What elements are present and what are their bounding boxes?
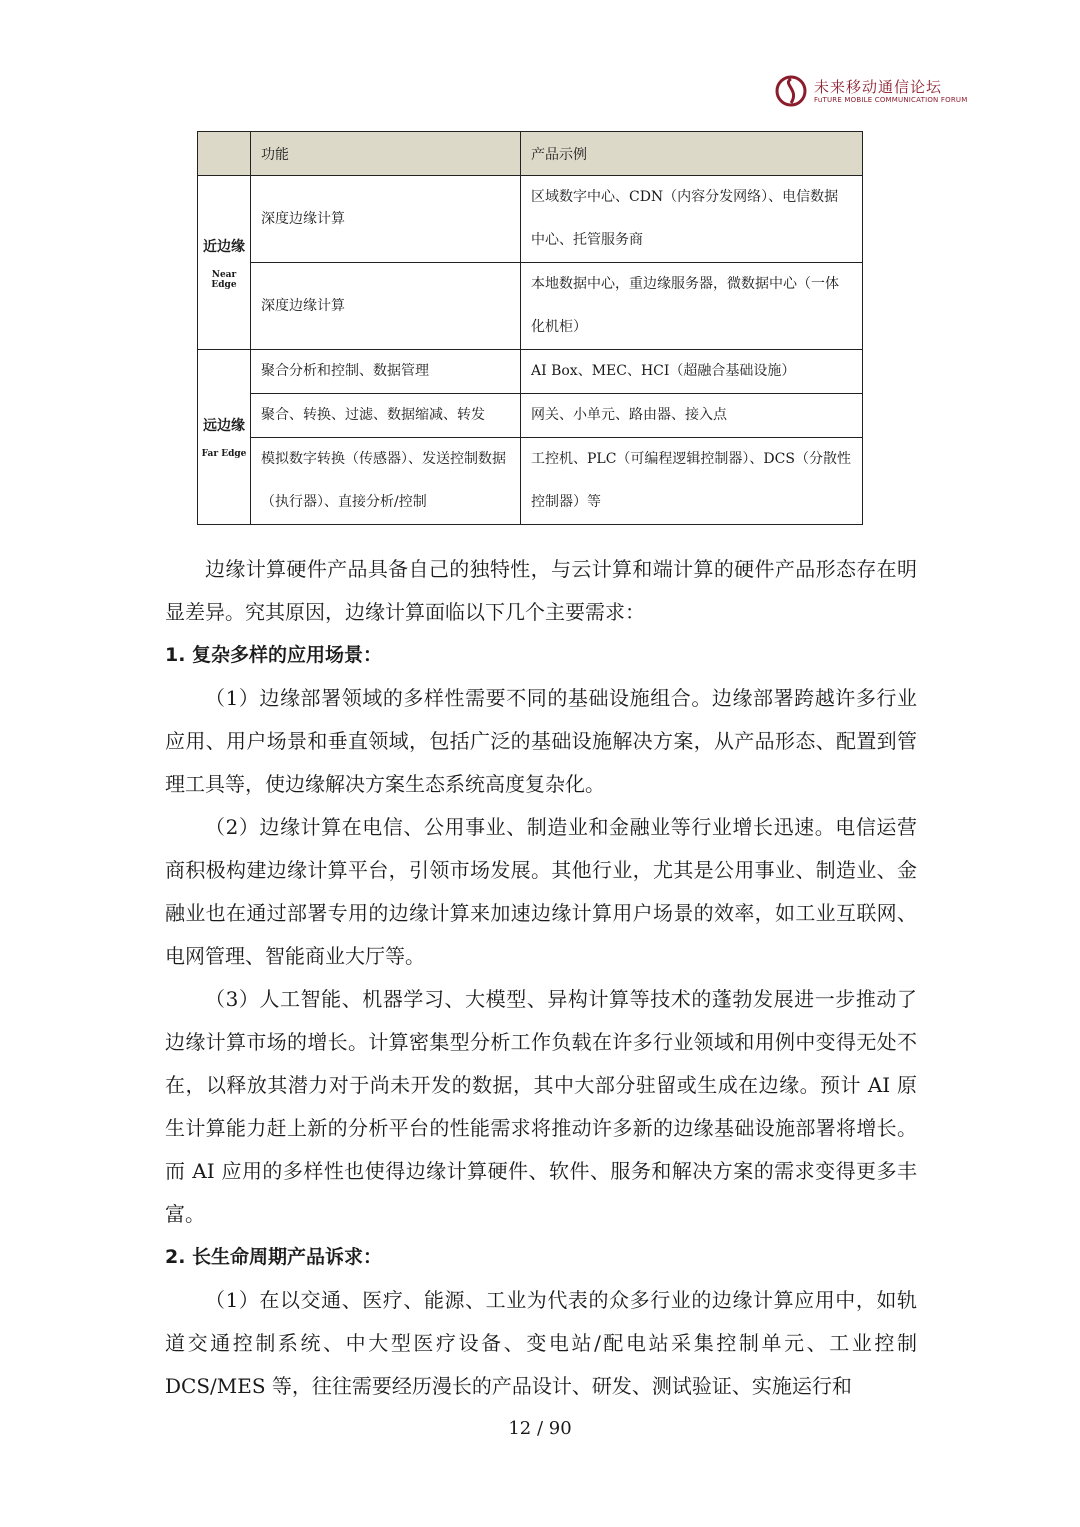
section1-paragraph-3: （3）人工智能、机器学习、大模型、异构计算等技术的蓬勃发展进一步推动了边缘计算市场的增长。计算密集型分析工作负载在许多行业领域和用例中变得无处不在，以释放其潜力对于尚未开发的数据，其中大部分驻留或生成在边缘。预计 AI 原生计算能力赶上新的分析平台的性能需求将推动许多新的边缘基础设施部署将增长。而 AI 应用的多样性也使得边缘计算硬件、软件、服务和解决方案的需求变得更多丰富。 <box>165 987 917 1226</box>
function-cell: 模拟数字转换（传感器）、发送控制数据（执行器）、直接分析/控制 <box>251 438 521 525</box>
forum-logo-icon <box>774 74 808 108</box>
page-number: 12 / 90 <box>508 1418 572 1439</box>
table-row <box>198 263 863 350</box>
group-far-edge <box>198 350 251 525</box>
function-cell: 聚合分析和控制、数据管理 <box>251 350 521 394</box>
table-header-corner <box>198 132 251 176</box>
table-row <box>198 350 863 394</box>
table-row <box>198 176 863 263</box>
table-header-row <box>198 132 863 176</box>
body-content <box>165 548 917 1408</box>
example-cell: 网关、小单元、路由器、接入点 <box>521 394 863 438</box>
table-row <box>198 394 863 438</box>
example-cell: 本地数据中心，重边缘服务器，微数据中心（一体化机柜） <box>521 263 863 350</box>
intro-paragraph: 边缘计算硬件产品具备自己的独特性，与云计算和端计算的硬件产品形态存在明显差异。究其原因，边缘计算面临以下几个主要需求： <box>165 557 917 624</box>
function-cell: 深度边缘计算 <box>251 263 521 350</box>
group-name-cn: 远边缘 <box>203 418 245 434</box>
example-cell: AI Box、MEC、HCI（超融合基础设施） <box>521 350 863 394</box>
table-header-function: 功能 <box>251 132 521 176</box>
section1-paragraph-1: （1）边缘部署领域的多样性需要不同的基础设施组合。边缘部署跨越许多行业应用、用户场景和垂直领域，包括广泛的基础设施解决方案，从产品形态、配置到管理工具等，使边缘解决方案生态系统高度复杂化。 <box>165 686 917 796</box>
example-cell: 工控机、PLC（可编程逻辑控制器）、DCS（分散性控制器）等 <box>521 438 863 525</box>
forum-logo <box>774 74 968 110</box>
example-cell: 区域数字中心、CDN（内容分发网络）、电信数据中心、托管服务商 <box>521 176 863 263</box>
section-heading-1: 1. 复杂多样的应用场景： <box>165 644 383 666</box>
group-name-en: Near Edge <box>211 269 237 290</box>
function-cell: 深度边缘计算 <box>251 176 521 263</box>
group-name-cn: 近边缘 <box>203 238 245 255</box>
table-header-example: 产品示例 <box>521 132 863 176</box>
group-near-edge <box>198 176 251 350</box>
group-name-en: Far Edge <box>201 449 247 459</box>
section-heading-2: 2. 长生命周期产品诉求： <box>165 1246 383 1268</box>
edge-function-table <box>197 131 863 525</box>
logo-english-name: FuTURE MOBILE COMMUNICATION FORUM <box>814 96 968 104</box>
section1-paragraph-2: （2）边缘计算在电信、公用事业、制造业和金融业等行业增长迅速。电信运营商积极构建边缘计算平台，引领市场发展。其他行业，尤其是公用事业、制造业、金融业也在通过部署专用的边缘计算来加速边缘计算用户场景的效率，如工业互联网、电网管理、智能商业大厅等。 <box>165 815 917 968</box>
function-cell: 聚合、转换、过滤、数据缩减、转发 <box>251 394 521 438</box>
table-row <box>198 438 863 525</box>
section2-paragraph-1: （1）在以交通、医疗、能源、工业为代表的众多行业的边缘计算应用中，如轨道交通控制系统、中大型医疗设备、变电站/配电站采集控制单元、工业控制 DCS/MES 等，往往需要经历漫长的产品设计、研发、测试验证、实施运行和 <box>165 1288 917 1398</box>
logo-chinese-name: 未来移动通信论坛 <box>814 78 943 96</box>
